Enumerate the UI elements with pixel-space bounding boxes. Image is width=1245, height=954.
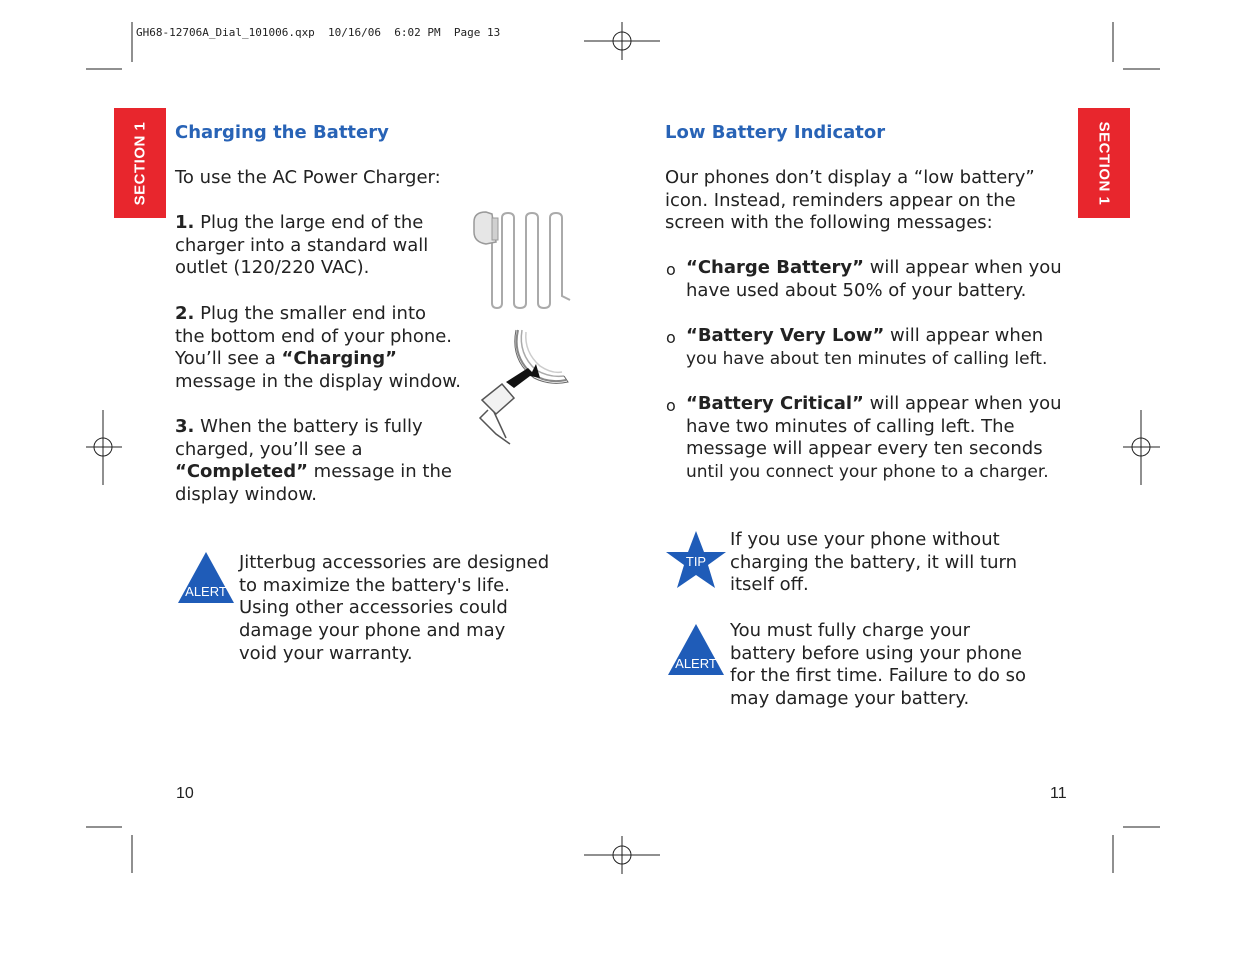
right-alert-text (730, 620, 1026, 711)
step-text: Plug the smaller end into (194, 303, 427, 324)
tip-badge (665, 530, 727, 590)
left-alert-text (239, 552, 549, 666)
bullet-marker: o (666, 260, 676, 279)
bullet-marker: o (666, 328, 676, 347)
message-text: have used about 50% of your battery. (686, 279, 1027, 301)
tip-line: If you use your phone without (730, 529, 1000, 550)
right-intro (665, 167, 1035, 235)
message-text: you have about ten minutes of calling left. (686, 348, 1048, 369)
alert-badge-label: ALERT (675, 656, 717, 671)
alert-line: Using other accessories could (239, 597, 508, 619)
message-text: message will appear every ten seconds (686, 438, 1043, 460)
tip-line: charging the battery, it will turn (730, 551, 1017, 573)
message-battery-very-low (686, 325, 1047, 370)
file-slug: GH68-12706A_Dial_101006.qxp 10/16/06 6:02 PM Page 13 (136, 26, 501, 39)
left-intro: To use the AC Power Charger: (175, 167, 441, 188)
page-number-left: 10 (176, 785, 194, 802)
message-text: have two minutes of calling left. The (686, 415, 1015, 437)
message-text: will appear when (884, 325, 1044, 346)
alert-line: void your warranty. (239, 642, 413, 664)
message-name: “Battery Very Low” (686, 325, 885, 346)
step-text: outlet (120/220 VAC). (175, 257, 370, 279)
message-charge-battery (686, 257, 1062, 302)
alert-line: damage your phone and may (239, 620, 506, 642)
step-number: 2. (175, 303, 195, 324)
alert-badge-label: ALERT (185, 584, 227, 599)
alert-line: may damage your battery. (730, 688, 970, 710)
alert-line: You must fully charge your (730, 620, 971, 641)
step-text: message in the (307, 461, 452, 483)
section-tab-left (114, 108, 166, 218)
step-text: charged, you’ll see a (175, 438, 363, 460)
step-text: You’ll see a (175, 348, 282, 370)
step-text: message in the display window. (175, 371, 462, 393)
message-text: until you connect your phone to a charger. (686, 462, 1049, 483)
step-1 (175, 212, 428, 280)
intro-line: icon. Instead, reminders appear on the (665, 189, 1016, 211)
alert-line: Jitterbug accessories are designed (239, 552, 550, 573)
step-number: 1. (175, 212, 195, 233)
message-name: “Battery Critical” (686, 393, 864, 414)
message-text: will appear when you (863, 393, 1062, 414)
tip-line: itself off. (730, 574, 809, 596)
message-name: “Charge Battery” (686, 257, 864, 278)
step-number: 3. (175, 416, 195, 437)
charger-illustration (470, 208, 582, 312)
step-3 (175, 416, 452, 507)
step-2 (175, 303, 461, 394)
step-text: Plug the large end of the (194, 212, 424, 233)
intro-line: screen with the following messages: (665, 212, 993, 234)
intro-line: Our phones don’t display a “low battery” (665, 167, 1035, 188)
step-text: When the battery is fully (194, 416, 423, 437)
page-number-right: 11 (1050, 785, 1067, 802)
left-heading: Charging the Battery (175, 122, 389, 143)
section-tab-label: SECTION 1 (131, 121, 149, 205)
phone-plug-illustration (470, 326, 572, 448)
message-battery-critical (686, 393, 1062, 484)
alert-line: for the first time. Failure to do so (730, 665, 1027, 687)
alert-line: to maximize the battery's life. (239, 574, 510, 596)
step-text: charger into a standard wall (175, 234, 429, 256)
tip-text (730, 529, 1017, 597)
tip-badge-label: TIP (685, 554, 707, 569)
section-tab-right (1078, 108, 1130, 218)
step-text: the bottom end of your phone. (175, 325, 453, 347)
right-heading: Low Battery Indicator (665, 122, 886, 143)
alert-badge (666, 622, 726, 676)
message-name: “Completed” (175, 461, 308, 483)
alert-line: battery before using your phone (730, 642, 1022, 664)
message-name: “Charging” (281, 348, 397, 370)
bullet-marker: o (666, 396, 676, 415)
section-tab-label: SECTION 1 (1095, 121, 1113, 205)
message-text: will appear when you (863, 257, 1062, 278)
step-text: display window. (175, 484, 317, 506)
alert-badge (176, 550, 236, 604)
